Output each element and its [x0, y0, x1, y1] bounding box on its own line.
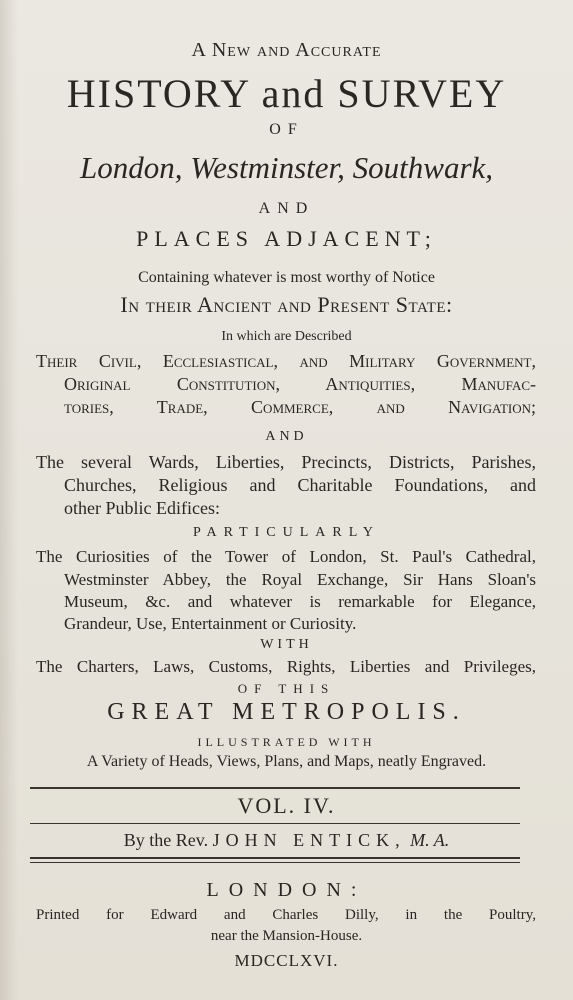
volume-label: VOL. IV.	[237, 793, 336, 818]
and-label: AND	[258, 200, 315, 217]
imprint-year: MDCCLXVI.	[234, 951, 339, 970]
charters-line: The Charters, Laws, Customs, Rights, Liberties and Privileges,	[36, 657, 536, 676]
particularly-label: PARTICULARLY	[192, 525, 381, 540]
curiosities-line-2: Westminster Abbey, the Royal Exchange, Sir Hans Sloan's	[64, 570, 536, 589]
government-line-1: Their Civil, Ecclesiastical, and Military Government,	[36, 351, 536, 371]
author-by: By the Rev.	[123, 830, 209, 850]
author-name: JOHN ENTICK,	[212, 830, 406, 850]
pre-title: A New and Accurate	[191, 39, 382, 61]
with-label: WITH	[260, 637, 313, 652]
and-label-2: AND	[265, 429, 308, 444]
government-line-3: tories, Trade, Commerce, and Navigation;	[64, 397, 536, 417]
curiosities-line-1: The Curiosities of the Tower of London, St. Paul's Cathedral,	[36, 547, 536, 566]
variety-line: A Variety of Heads, Views, Plans, and Maps, neatly Engraved.	[86, 753, 487, 770]
main-title: HISTORY and SURVEY	[66, 71, 507, 116]
government-line-2: Original Constitution, Antiquities, Manufac-	[64, 374, 536, 394]
places-adjacent: PLACES ADJACENT;	[136, 226, 437, 251]
author-line	[0, 831, 573, 849]
wards-line-2: Churches, Religious and Charitable Foundations, and	[64, 475, 536, 495]
rule-top	[30, 787, 520, 789]
imprint-printed-for: Printed for Edward and Charles Dilly, in the Poultry,	[36, 907, 536, 923]
rule-bottom-2	[30, 862, 520, 863]
imprint-city: LONDON:	[206, 879, 367, 901]
of-label: OF	[269, 121, 304, 138]
wards-line-1: The several Wards, Liberties, Precincts, Districts, Parishes,	[36, 452, 536, 472]
state-line: In their Ancient and Present State:	[120, 292, 453, 317]
places-title: London, Westminster, Southwark,	[79, 150, 494, 185]
curiosities-line-4: Grandeur, Use, Entertainment or Curiosity.	[64, 614, 357, 633]
described-line: In which are Described	[221, 329, 352, 344]
illustrated-label: ILLUSTRATED WITH	[197, 735, 376, 749]
curiosities-line-3: Museum, &c. and whatever is remarkable for Elegance,	[64, 592, 536, 611]
wards-line-3: other Public Edifices:	[64, 498, 220, 518]
imprint-near: near the Mansion-House.	[210, 928, 363, 944]
rule-middle	[30, 823, 520, 824]
of-this-label: OF THIS	[237, 681, 336, 696]
rule-bottom-1	[30, 857, 520, 859]
great-metropolis: GREAT METROPOLIS.	[107, 699, 466, 725]
containing-line: Containing whatever is most worthy of Notice	[138, 269, 435, 286]
author-degree: M. A.	[410, 830, 450, 850]
